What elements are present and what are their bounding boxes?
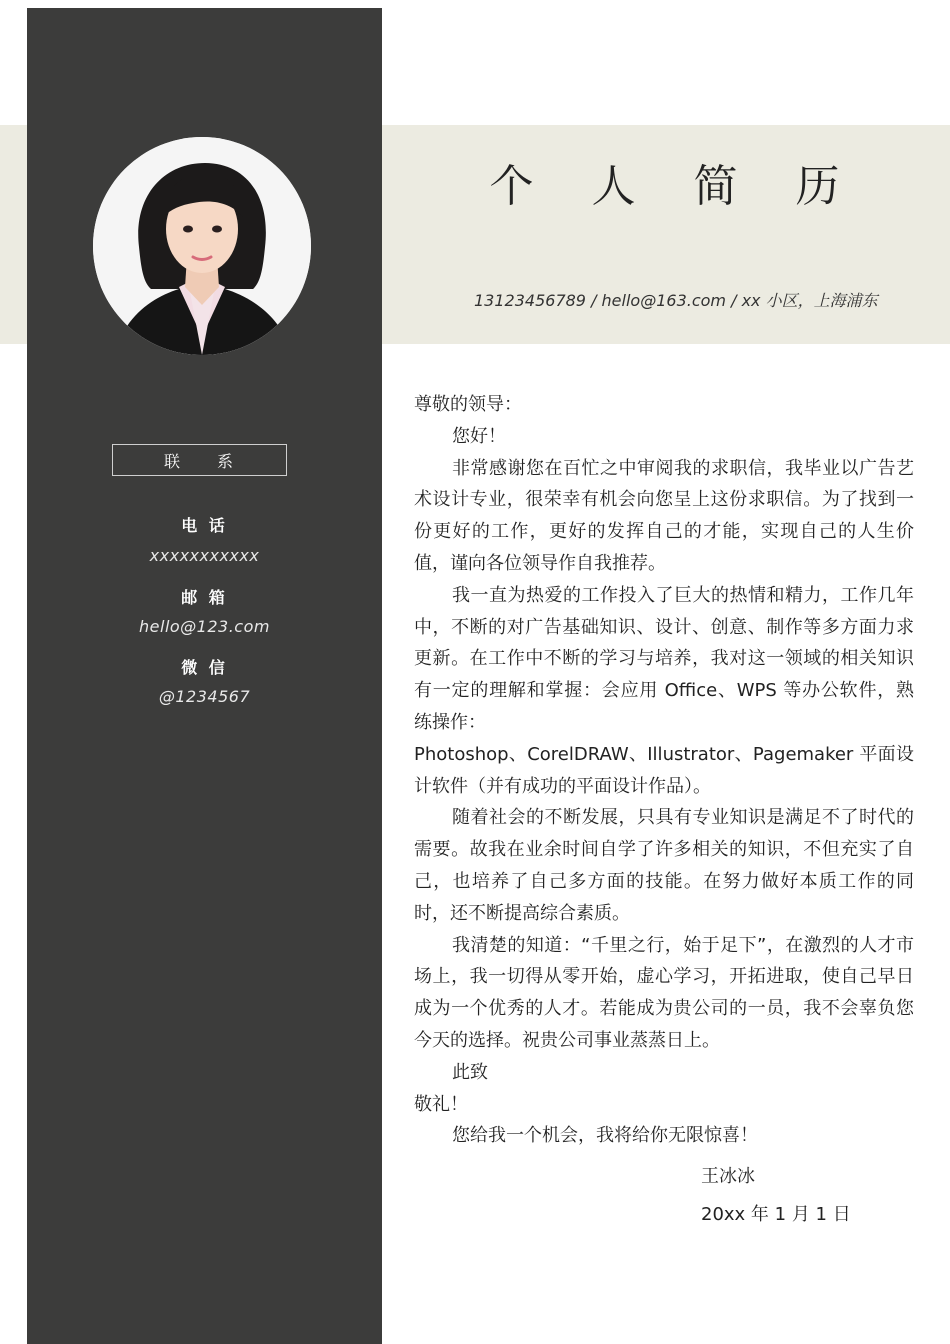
phone-value: xxxxxxxxxxx bbox=[149, 546, 260, 565]
signature-date: 20xx 年 1 月 1 日 bbox=[701, 1204, 851, 1225]
signature-name: 王冰冰 bbox=[701, 1166, 755, 1187]
letter-final-line: 您给我一个机会，我将给你无限惊喜！ bbox=[452, 1125, 758, 1147]
letter-paragraph: 非常感谢您在百忙之中审阅我的求职信，我毕业以广告艺术设计专业，很荣幸有机会向您呈上这份求职信。为了找到一份更好的工作，更好的发挥自己的才能，实现自己的人生价值，谨向各位领导作自我推荐。 bbox=[414, 457, 914, 574]
letter-closing: 此致 bbox=[452, 1061, 488, 1083]
wechat-value: @1234567 bbox=[158, 687, 251, 706]
email-label: 邮 箱 bbox=[181, 588, 228, 607]
contact-heading-text: 联 系 bbox=[163, 451, 236, 471]
letter-salutation: 尊敬的领导： bbox=[414, 394, 522, 415]
cover-letter bbox=[414, 389, 914, 1152]
phone-label: 电 话 bbox=[181, 516, 228, 535]
letter-paragraph: Photoshop、CorelDRAW、Illustrator、Pagemaker 平面设计软件（并有成功的平面设计作品）。 bbox=[414, 743, 914, 797]
header-contact-line: 13123456789 / hello@163.com / xx 小区，上海浦东 bbox=[474, 291, 878, 310]
contact-heading bbox=[112, 444, 287, 476]
wechat-label: 微 信 bbox=[181, 658, 228, 677]
page-title: 个 人 简 历 bbox=[489, 161, 862, 212]
letter-greeting: 您好！ bbox=[452, 425, 506, 447]
letter-paragraph: 我一直为热爱的工作投入了巨大的热情和精力，工作几年中，不断的对广告基础知识、设计、创意、制作等多方面力求更新。在工作中不断的学习与培养，我对这一领域的相关知识有一定的理解和掌握：会应用 Office、WPS 等办公软件，熟练操作： bbox=[414, 584, 914, 733]
letter-paragraph: 我清楚的知道：“千里之行，始于足下”，在激烈的人才市场上，我一切得从零开始，虚心学习，开拓进取，使自己早日成为一个优秀的人才。若能成为贵公司的一员，我不会辜负您今天的选择。祝贵公司事业蒸蒸日上。 bbox=[414, 934, 914, 1051]
avatar bbox=[93, 137, 311, 355]
email-value: hello@123.com bbox=[139, 617, 270, 636]
profile-photo bbox=[93, 137, 311, 355]
letter-regards: 敬礼！ bbox=[414, 1093, 468, 1115]
letter-paragraph: 随着社会的不断发展，只具有专业知识是满足不了时代的需要。故我在业余时间自学了许多相关的知识，不但充实了自己，也培养了自己多方面的技能。在努力做好本质工作的同时，还不断提高综合素质。 bbox=[414, 807, 914, 924]
